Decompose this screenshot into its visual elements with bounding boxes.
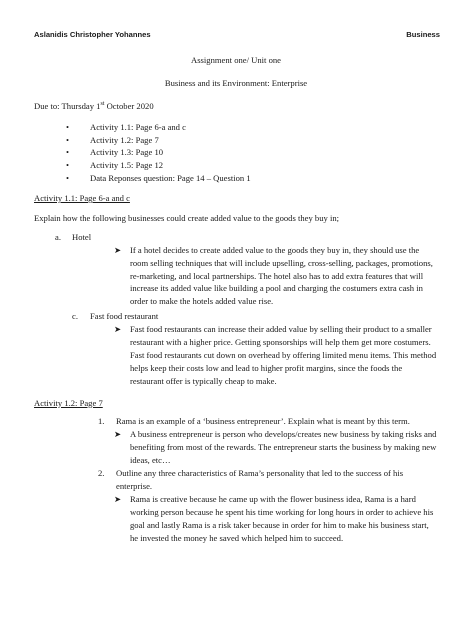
question-text: Outline any three characteristics of Rama’s personality that led to the success of his enterprise. — [116, 468, 404, 491]
activity-list — [34, 121, 438, 185]
fast-food-answer — [34, 323, 438, 387]
item-label: a. — [55, 231, 61, 242]
question-1 — [34, 415, 438, 428]
activity-item: • Activity 1.5: Page 12 — [66, 159, 438, 172]
item-title: Fast food restaurant — [90, 311, 159, 322]
activity-item: • Activity 1.1: Page 6-a and c — [66, 121, 438, 134]
due-date — [34, 100, 438, 113]
assignment-subtitle: Business and its Environment: Enterprise — [164, 77, 308, 88]
page-header — [34, 29, 440, 40]
question-text: Rama is an example of a ‘business entrepreneur’. Explain what is meant by this term. — [116, 416, 410, 427]
due-date-prefix: Due to: Thursday 1 — [34, 100, 101, 111]
activity-item: • Activity 1.2: Page 7 — [66, 134, 438, 147]
arrow-bullet-icon: ➤ — [114, 324, 122, 335]
activity-item: • Data Reponses question: Page 14 – Question 1 — [66, 172, 438, 185]
due-date-ordinal: st — [100, 100, 105, 107]
answer-text: A business entrepreneur is person who develops/creates new business by taking risks and benefiting from most of the rewards. The entrepreneur starts the business by making new ideas, etc… — [130, 429, 437, 466]
answer-text: Fast food restaurants can increase their added value by selling their product to a smaller restaurant with a higher price. Getting sponsorships will help them get more costumers. Fast food restaurants cut down on overhead by offering limited menu items. This method helps keep their costs low and lead to higher profit margins, since the foods the restaurant offer is typically cheap to make. — [130, 324, 437, 386]
question-number: 1. — [98, 416, 105, 427]
answer-1 — [34, 428, 438, 467]
fast-food-item — [34, 310, 438, 323]
section-heading-activity-1-2: Activity 1.2: Page 7 — [34, 397, 103, 408]
question-2 — [34, 467, 438, 493]
due-date-suffix: October 2020 — [104, 100, 154, 111]
arrow-bullet-icon: ➤ — [114, 244, 122, 255]
activity-item: • Activity 1.3: Page 10 — [66, 146, 438, 159]
document-body — [34, 54, 438, 544]
author-name: Aslanidis Christopher Yohannes — [34, 30, 151, 39]
subject-label: Business — [406, 30, 440, 39]
item-label: c. — [72, 311, 78, 322]
hotel-item — [34, 231, 438, 244]
section-intro: Explain how the following businesses could create added value to the goods they buy in; — [34, 213, 340, 224]
answer-text: If a hotel decides to create added value to the goods they buy in, they should use the room selling techniques that will include upselling, cross-selling, packages, promotions, re-marketing, and local partnerships. The hotel also has to add extra features that will increase its added value like building a pool and charging the costumers extra cash in order to make the hotels added value rise. — [130, 244, 433, 307]
answer-2 — [34, 493, 438, 545]
question-number: 2. — [98, 468, 105, 479]
answer-text: Rama is creative because he came up with the flower business idea, Rama is a hard working person because he spent his time working for long hours in order to achieve his goal and lastly Rama is a risk taker because in order for him to make his business start, he invested the money he saved which helped him to succeed. — [130, 493, 434, 543]
item-title: Hotel — [72, 231, 92, 242]
arrow-bullet-icon: ➤ — [114, 429, 122, 440]
hotel-answer — [34, 244, 438, 308]
section-heading-activity-1-1: Activity 1.1: Page 6-a and c — [34, 193, 130, 204]
arrow-bullet-icon: ➤ — [114, 493, 122, 504]
assignment-title: Assignment one/ Unit one — [191, 55, 281, 65]
